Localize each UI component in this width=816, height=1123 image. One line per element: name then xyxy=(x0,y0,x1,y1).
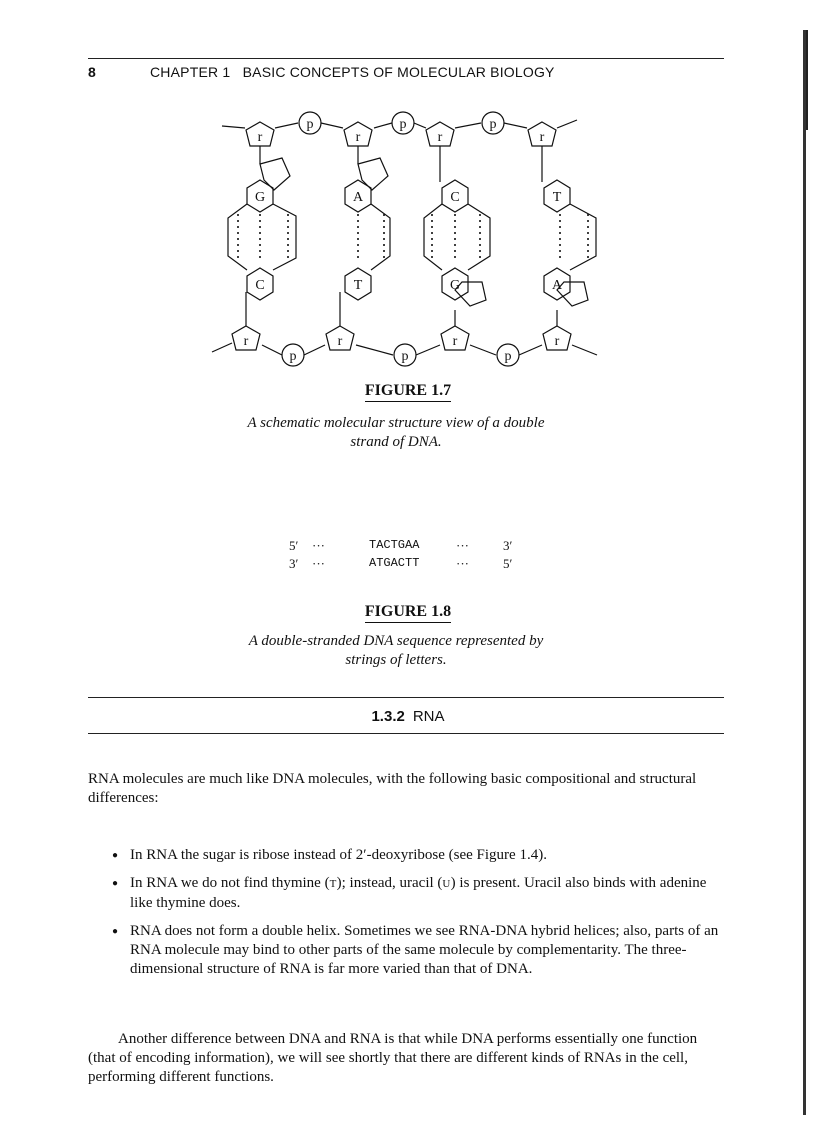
list-item: ● In RNA we do not find thymine (T); instead, uracil (U) is present. Uracil also binds with adenine like thymine does. xyxy=(112,874,724,913)
sugar-label: r xyxy=(539,130,545,145)
page-edge-mark xyxy=(806,30,808,130)
dna-structure-diagram xyxy=(0,0,816,380)
hydrogen-bonds xyxy=(238,214,588,262)
base-label: G xyxy=(254,190,266,205)
phosphate-label: p xyxy=(401,349,409,364)
figure-1-8-caption: A double-stranded DNA sequence represented by strings of letters. xyxy=(248,633,544,668)
base-label: A xyxy=(551,278,563,293)
base-label: C xyxy=(450,190,460,205)
chapter-title: CHAPTER 1 BASIC CONCEPTS OF MOLECULAR BIOLOGY xyxy=(150,64,555,80)
base-label: T xyxy=(552,190,562,205)
phosphate-label: p xyxy=(289,349,297,364)
section-number: 1.3.2 xyxy=(371,708,405,725)
section-title: RNA xyxy=(412,708,445,725)
sugar-label: r xyxy=(355,130,361,145)
base-label: A xyxy=(352,190,364,205)
differences-list xyxy=(112,846,724,988)
sugar-label: r xyxy=(337,334,343,349)
base-label: G xyxy=(449,278,461,293)
phosphate-label: p xyxy=(489,117,497,132)
sugar-label: r xyxy=(554,334,560,349)
base-label: T xyxy=(353,278,363,293)
closing-paragraph: Another difference between DNA and RNA is that while DNA performs essentially one function (that of encoding information), we will see shortly that there are different kinds of RNAs in the cell, performing different functions. xyxy=(88,1031,698,1085)
figure-1-8-label: FIGURE 1.8 xyxy=(0,603,816,623)
phosphate-label: p xyxy=(306,117,314,132)
sequence-strand-1: TACTGAA xyxy=(369,538,420,552)
figure-1-7-label: FIGURE 1.7 xyxy=(0,382,816,402)
section-heading xyxy=(0,708,816,725)
intro-paragraph: RNA molecules are much like DNA molecules, with the following basic compositional and structural differences: xyxy=(88,771,697,806)
sugar-label: r xyxy=(437,130,443,145)
phosphate-label: p xyxy=(399,117,407,132)
page-edge-shadow xyxy=(803,30,806,1115)
list-item: ● RNA does not form a double helix. Sometimes we see RNA-DNA hybrid helices; also, parts of an RNA molecule may bind to other parts of the same molecule by complementarity. The three-dimensional structure of RNA is far more varied than that of DNA. xyxy=(112,922,724,979)
page-number: 8 xyxy=(88,64,96,80)
base-label: C xyxy=(255,278,265,293)
sugar-label: r xyxy=(243,334,249,349)
sequence-strand-2: ATGACTT xyxy=(369,556,420,570)
figure-1-7-caption: A schematic molecular structure view of a double strand of DNA. xyxy=(247,415,545,450)
section-top-rule xyxy=(88,697,724,698)
sugar-label: r xyxy=(452,334,458,349)
list-item: ● In RNA the sugar is ribose instead of 2′-deoxyribose (see Figure 1.4). xyxy=(112,846,724,865)
phosphate-label: p xyxy=(504,349,512,364)
section-bottom-rule xyxy=(88,733,724,734)
sugar-label: r xyxy=(257,130,263,145)
